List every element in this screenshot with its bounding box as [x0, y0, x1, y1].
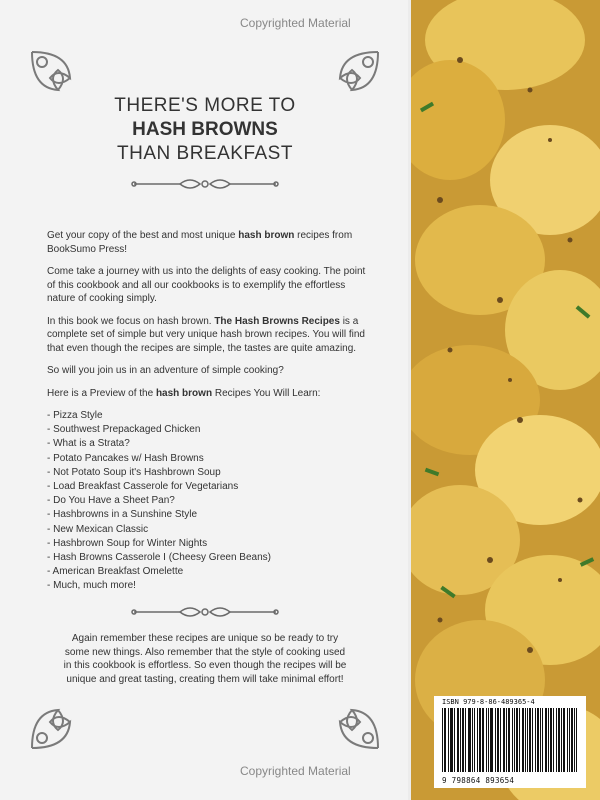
intro-paragraph-4: So will you join us in an adventure of simple cooking?	[47, 365, 284, 376]
barcode-bar	[559, 708, 560, 772]
list-item: - New Mexican Classic	[47, 523, 149, 535]
barcode-bar	[558, 708, 559, 772]
watermark-top: Copyrighted Material	[240, 16, 351, 30]
barcode-bar	[491, 708, 492, 772]
barcode-bar	[479, 708, 480, 772]
barcode-bar	[563, 708, 564, 772]
barcode-bars-icon	[442, 708, 578, 774]
barcode-bar	[488, 708, 489, 772]
barcode-bar	[551, 708, 552, 772]
intro-paragraph-1: Get your copy of the best and most unique hash brown recipes from BookSumo Press!	[47, 230, 353, 255]
barcode-bar	[470, 708, 471, 772]
barcode-bar	[462, 708, 463, 772]
barcode-bar	[535, 708, 536, 772]
barcode-bar	[504, 708, 505, 772]
list-item: - Load Breakfast Casserole for Vegetarians	[47, 481, 239, 493]
barcode-bar	[542, 708, 543, 772]
barcode-bar	[503, 708, 504, 772]
barcode-bar	[519, 708, 520, 772]
barcode-bar	[522, 708, 523, 772]
barcode-bar	[550, 708, 551, 772]
barcode-bar	[509, 708, 510, 772]
barcode-bar	[442, 708, 443, 772]
barcode-bar	[450, 708, 451, 772]
barcode-bar	[452, 708, 453, 772]
barcode-bar	[571, 708, 572, 772]
barcode-bar	[523, 708, 524, 772]
barcode-bar	[512, 708, 513, 772]
barcode-bar	[561, 708, 562, 772]
barcode-bar	[458, 708, 459, 772]
barcode-bar	[508, 708, 509, 772]
barcode-bar	[538, 708, 539, 772]
barcode-bar	[490, 708, 491, 772]
list-item: - Pizza Style	[47, 410, 103, 421]
heading-line-3: THAN BREAKFAST	[117, 143, 293, 164]
potato-photo-illustration	[410, 0, 600, 800]
barcode-bar	[474, 708, 475, 772]
barcode-bar	[506, 708, 507, 772]
barcode-bar	[482, 708, 483, 772]
corner-ornament-bottom-left-icon	[28, 680, 100, 752]
barcode-bar	[527, 708, 528, 772]
closing-paragraph: Again remember these recipes are unique so be ready to try some new things. Also remember that the style of cooking used in this cookbook is effortless. So even though the recipes will be unique and great tasting, creating them will take minimal effort!	[63, 633, 347, 685]
barcode-number: 9 798864 893654	[442, 776, 515, 785]
barcode-bar	[553, 708, 554, 772]
barcode-bar	[514, 708, 515, 772]
barcode-bar	[546, 708, 547, 772]
list-item: - Not Potato Soup it's Hashbrown Soup	[47, 466, 221, 478]
barcode-bar	[548, 708, 549, 772]
description-body	[47, 229, 367, 594]
barcode-bar	[480, 708, 481, 772]
barcode-bar	[517, 708, 518, 772]
spine-divider	[408, 0, 411, 800]
intro-paragraph-2: Come take a journey with us into the delights of easy cooking. The point of this cookbook and all our cookbooks is to exemplify the effortless nature of cooking simply.	[47, 266, 366, 304]
barcode-bar	[457, 708, 458, 772]
barcode-bar	[567, 708, 568, 772]
barcode-bar	[448, 708, 449, 772]
barcode-bar	[545, 708, 546, 772]
barcode-bar	[451, 708, 452, 772]
barcode-bar	[569, 708, 570, 772]
barcode-bar	[444, 708, 445, 772]
barcode-bar	[483, 708, 484, 772]
barcode-bar	[516, 708, 517, 772]
barcode-bar	[469, 708, 470, 772]
divider-ornament-top-icon	[130, 176, 280, 192]
intro-paragraph-5: Here is a Preview of the hash brown Recipes You Will Learn:	[47, 387, 321, 399]
barcode-bar	[460, 708, 461, 772]
isbn-barcode	[434, 696, 586, 788]
heading-line-1: THERE'S MORE TO	[114, 95, 296, 116]
barcode-bar	[454, 708, 455, 772]
list-item: - Hash Browns Casserole I (Cheesy Green Beans)	[47, 552, 271, 564]
barcode-bar	[532, 708, 533, 772]
list-item: - Potato Pancakes w/ Hash Browns	[47, 452, 204, 464]
barcode-bar	[498, 708, 499, 772]
barcode-bar	[556, 708, 557, 772]
barcode-bar	[500, 708, 501, 772]
list-item: - Much, much more!	[47, 580, 136, 592]
divider-ornament-bottom-icon	[130, 604, 280, 620]
list-item: - Hashbrown Soup for Winter Nights	[47, 537, 208, 549]
watermark-bottom: Copyrighted Material	[240, 764, 351, 778]
barcode-bar	[497, 708, 498, 772]
barcode-bar	[495, 708, 496, 772]
list-item: - Do You Have a Sheet Pan?	[47, 495, 175, 507]
intro-paragraph-3: In this book we focus on hash brown. The Hash Browns Recipes is a complete set of simple but very unique hash brown recipes. You will find that even though the recipes are simple, the tastes are quite amazing.	[47, 315, 365, 354]
barcode-bar	[477, 708, 478, 772]
barcode-bar	[540, 708, 541, 772]
list-item: - Southwest Prepackaged Chicken	[47, 424, 201, 436]
barcode-bar	[572, 708, 573, 772]
barcode-bar	[486, 708, 487, 772]
barcode-bar	[463, 708, 464, 772]
corner-ornament-bottom-right-icon	[310, 680, 382, 752]
isbn-label: ISBN 979-8-86-489365-4	[442, 698, 535, 706]
barcode-bar	[445, 708, 446, 772]
barcode-bar	[564, 708, 565, 772]
barcode-bar	[468, 708, 469, 772]
barcode-bar	[574, 708, 575, 772]
heading-line-2: HASH BROWNS	[132, 119, 278, 140]
barcode-bar	[576, 708, 577, 772]
barcode-bar	[472, 708, 473, 772]
list-item: - Hashbrowns in a Sunshine Style	[47, 509, 198, 521]
list-item: - What is a Strata?	[47, 438, 130, 450]
recipe-list	[47, 409, 367, 594]
barcode-bar	[529, 708, 530, 772]
barcode-bar	[465, 708, 466, 772]
list-item: - American Breakfast Omelette	[47, 566, 184, 578]
potato-photo	[410, 0, 600, 800]
barcode-bar	[530, 708, 531, 772]
barcode-bar	[537, 708, 538, 772]
barcode-bar	[492, 708, 493, 772]
cover-heading	[60, 94, 350, 166]
barcode-bar	[525, 708, 526, 772]
